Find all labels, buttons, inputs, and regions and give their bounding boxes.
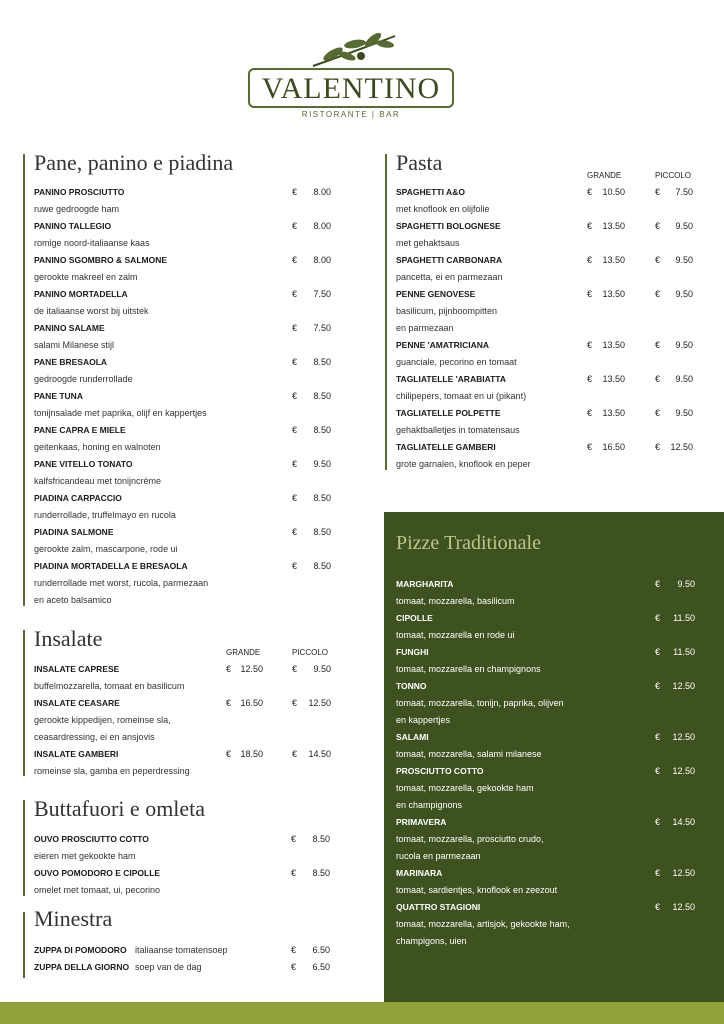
pasta-grande-currency: € (587, 221, 593, 231)
pane-item-price: 8.00 (313, 187, 331, 197)
pane-item-name: PANINO MORTADELLA (34, 289, 128, 299)
insalate-grande-currency: € (226, 664, 232, 674)
pasta-grande-currency: € (587, 289, 593, 299)
pasta-item-name: SPAGHETTI A&O (396, 187, 465, 197)
minestra-item-price: 6.50 (312, 945, 330, 955)
pizze-item-price: 12.50 (672, 902, 695, 912)
insalate-piccolo-price: 14.50 (308, 749, 331, 759)
pane-item-price: 9.50 (313, 459, 331, 469)
minestra-section-bar (23, 912, 25, 978)
pasta-piccolo-currency: € (655, 374, 661, 384)
pasta-piccolo-currency: € (655, 187, 661, 197)
insalate-section-bar (23, 630, 25, 776)
pizze-item-desc2: rucola en parmezaan (396, 851, 481, 861)
pasta-piccolo-currency: € (655, 289, 661, 299)
pane-item-price: 8.50 (313, 527, 331, 537)
minestra-item-desc: soep van de dag (135, 962, 202, 972)
pasta-item-desc: met gehaktsaus (396, 238, 460, 248)
insalate-piccolo-currency: € (292, 664, 298, 674)
insalate-piccolo-price: 9.50 (313, 664, 331, 674)
insalate-grande-currency: € (226, 749, 232, 759)
insalate-piccolo-price: 12.50 (308, 698, 331, 708)
pane-item-desc: kalfsfricandeau met tonijncrème (34, 476, 162, 486)
pane-item-desc: ruwe gedroogde ham (34, 204, 120, 214)
pasta-item-desc: basilicum, pijnboompitten (396, 306, 498, 316)
pane-item-currency: € (292, 289, 298, 299)
pasta-grande-currency: € (587, 187, 593, 197)
pane-item-desc: geitenkaas, honing en walnoten (34, 442, 161, 452)
pasta-grande-currency: € (587, 408, 593, 418)
pasta-piccolo-price: 7.50 (675, 187, 693, 197)
minestra-item-desc: italiaanse tomatensoep (135, 945, 228, 955)
pasta-piccolo-price: 12.50 (670, 442, 693, 452)
pizze-item-currency: € (655, 732, 661, 742)
pane-item-name: PANE CAPRA E MIELE (34, 425, 126, 435)
pane-item-desc: de italiaanse worst bij uitstek (34, 306, 149, 316)
pizze-item-currency: € (655, 613, 661, 623)
pane-item-desc: runderrollade met worst, rucola, parmezaan (34, 578, 209, 588)
pasta-item-desc: gehaktballetjes in tomatensaus (396, 425, 520, 435)
minestra-item-name: ZUPPA DI POMODORO (34, 945, 127, 955)
pane-item-name: PANINO PROSCIUTTO (34, 187, 125, 197)
pane-item-price: 8.50 (313, 357, 331, 367)
buttafuori-item-price: 8.50 (312, 834, 330, 844)
pane-item-name: PANINO TALLEGIO (34, 221, 112, 231)
pizze-item-currency: € (655, 902, 661, 912)
pasta-piccolo-currency: € (655, 221, 661, 231)
pane-item-currency: € (292, 323, 298, 333)
pane-item-desc2: en aceto balsamico (34, 595, 112, 605)
pizze-item-currency: € (655, 579, 661, 589)
pizze-item-desc2: champigons, uien (396, 936, 467, 946)
pizze-item-price: 14.50 (672, 817, 695, 827)
buttafuori-item-currency: € (291, 834, 297, 844)
pizze-item-price: 12.50 (672, 766, 695, 776)
pasta-col-grande: GRANDE (587, 171, 622, 180)
insalate-item-name: INSALATE CEASARE (34, 698, 120, 708)
pane-item-currency: € (292, 357, 298, 367)
pasta-piccolo-currency: € (655, 255, 661, 265)
minestra-item-name: ZUPPA DELLA GIORNO (34, 962, 130, 972)
logo-name: VALENTINO (261, 72, 441, 105)
pizze-item-currency: € (655, 647, 661, 657)
buttafuori-item-price: 8.50 (312, 868, 330, 878)
bottom-accent-bar (0, 1002, 724, 1024)
pizze-section-title: Pizze Traditionale (396, 532, 541, 554)
pasta-section-title: Pasta (396, 150, 443, 175)
pizze-item-price: 12.50 (672, 868, 695, 878)
pasta-grande-price: 13.50 (602, 340, 625, 350)
pane-item-currency: € (292, 493, 298, 503)
pasta-item-name: TAGLIATELLE POLPETTE (396, 408, 501, 418)
buttafuori-item-desc: omelet met tomaat, ui, pecorino (34, 885, 161, 895)
restaurant-logo (248, 30, 454, 124)
pane-item-price: 8.50 (313, 561, 331, 571)
pasta-grande-price: 13.50 (602, 255, 625, 265)
pane-item-currency: € (292, 425, 298, 435)
pane-item-currency: € (292, 187, 298, 197)
pane-item-name: PIADINA SALMONE (34, 527, 114, 537)
pane-item-price: 7.50 (313, 323, 331, 333)
pasta-item-name: SPAGHETTI BOLOGNESE (396, 221, 501, 231)
pasta-section-bar (385, 154, 387, 470)
pane-item-price: 8.50 (313, 391, 331, 401)
pane-item-desc: runderrollade, truffelmayo en rucola (34, 510, 176, 520)
insalate-item-desc: romeinse sla, gamba en peperdressing (34, 766, 190, 776)
pasta-item-name: TAGLIATELLE GAMBERI (396, 442, 496, 452)
pizze-item-desc: tomaat, sardientjes, knoflook en zeezout (396, 885, 558, 895)
pane-item-desc: tonijnsalade met paprika, olijf en kappertjes (34, 408, 207, 418)
pizze-item-name: PROSCIUTTO COTTO (396, 766, 484, 776)
pane-item-name: PANE VITELLO TONATO (34, 459, 133, 469)
pane-item-price: 8.00 (313, 255, 331, 265)
insalate-grande-price: 12.50 (240, 664, 263, 674)
insalate-grande-price: 16.50 (240, 698, 263, 708)
pasta-piccolo-price: 9.50 (675, 289, 693, 299)
pane-item-currency: € (292, 459, 298, 469)
pizze-item-name: MARINARA (396, 868, 443, 878)
pane-section-bar (23, 154, 25, 606)
pasta-item-desc2: en parmezaan (396, 323, 454, 333)
pasta-grande-currency: € (587, 340, 593, 350)
pizze-item-price: 12.50 (672, 681, 695, 691)
pane-item-desc: gerookte makreel en zalm (34, 272, 138, 282)
insalate-piccolo-currency: € (292, 749, 298, 759)
pane-item-name: PANINO SGOMBRO & SALMONE (34, 255, 168, 265)
pane-item-currency: € (292, 391, 298, 401)
pane-item-price: 8.00 (313, 221, 331, 231)
pasta-piccolo-price: 9.50 (675, 408, 693, 418)
insalate-grande-currency: € (226, 698, 232, 708)
pane-item-name: PANE TUNA (34, 391, 83, 401)
pasta-grande-price: 16.50 (602, 442, 625, 452)
pane-item-price: 8.50 (313, 425, 331, 435)
insalate-item-desc: gerookte kippedijen, romeinse sla, (34, 715, 171, 725)
pizze-item-desc: tomaat, mozzarella, salami milanese (396, 749, 542, 759)
pasta-piccolo-price: 9.50 (675, 340, 693, 350)
pasta-item-name: TAGLIATELLE 'ARABIATTA (396, 374, 506, 384)
pasta-piccolo-price: 9.50 (675, 374, 693, 384)
pizze-item-desc: tomaat, mozzarella en champignons (396, 664, 541, 674)
insalate-col-grande: GRANDE (226, 648, 261, 657)
pasta-item-name: SPAGHETTI CARBONARA (396, 255, 503, 265)
insalate-item-desc: buffelmozzarella, tomaat en basilicum (34, 681, 185, 691)
insalate-item-name: INSALATE CAPRESE (34, 664, 120, 674)
minestra-item-currency: € (291, 962, 297, 972)
pizze-item-name: SALAMI (396, 732, 429, 742)
minestra-section-title: Minestra (34, 906, 113, 931)
pasta-item-desc: chilipepers, tomaat en ui (pikant) (396, 391, 527, 401)
pizze-item-price: 11.50 (673, 647, 695, 657)
olive-branch-icon (303, 30, 403, 70)
pane-item-desc: romige noord-italiaanse kaas (34, 238, 150, 248)
pasta-grande-price: 13.50 (602, 374, 625, 384)
pizze-item-price: 12.50 (672, 732, 695, 742)
pasta-grande-price: 13.50 (602, 408, 625, 418)
pasta-col-piccolo: PICCOLO (655, 171, 692, 180)
pasta-grande-currency: € (587, 374, 593, 384)
pizze-item-desc2: en champignons (396, 800, 463, 810)
insalate-item-desc2: ceasardressing, ei en ansjovis (34, 732, 155, 742)
pasta-piccolo-currency: € (655, 442, 661, 452)
pane-item-currency: € (292, 527, 298, 537)
pizze-item-name: FUNGHI (396, 647, 429, 657)
insalate-item-name: INSALATE GAMBERI (34, 749, 119, 759)
pane-item-currency: € (292, 255, 298, 265)
buttafuori-item-name: OUVO PROSCIUTTO COTTO (34, 834, 149, 844)
pizze-item-desc: tomaat, mozzarella, basilicum (396, 596, 515, 606)
pizze-item-currency: € (655, 681, 661, 691)
pizze-item-price: 9.50 (677, 579, 695, 589)
pizze-item-name: MARGHARITA (396, 579, 454, 589)
pane-item-name: PIADINA CARPACCIO (34, 493, 122, 503)
pasta-grande-currency: € (587, 255, 593, 265)
pizze-item-price: 11.50 (673, 613, 695, 623)
pane-item-name: PANE BRESAOLA (34, 357, 108, 367)
pane-item-price: 7.50 (313, 289, 331, 299)
pasta-item-desc: pancetta, ei en parmezaan (396, 272, 503, 282)
pane-item-desc: salami Milanese stijl (34, 340, 115, 350)
pasta-grande-price: 13.50 (602, 221, 625, 231)
pane-item-price: 8.50 (313, 493, 331, 503)
insalate-grande-price: 18.50 (240, 749, 263, 759)
pizze-panel (384, 512, 724, 1002)
minestra-item-price: 6.50 (312, 962, 330, 972)
pizze-item-currency: € (655, 868, 661, 878)
insalate-section-title: Insalate (34, 626, 103, 651)
pasta-grande-currency: € (587, 442, 593, 452)
buttafuori-item-desc: eieren met gekookte ham (34, 851, 136, 861)
pasta-piccolo-price: 9.50 (675, 221, 693, 231)
pane-item-currency: € (292, 221, 298, 231)
pizze-item-name: QUATTRO STAGIONI (396, 902, 481, 912)
buttafuori-item-currency: € (291, 868, 297, 878)
pane-item-desc: gerookte zalm, mascarpone, rode ui (34, 544, 178, 554)
pizze-item-name: CIPOLLE (396, 613, 433, 623)
pizze-item-currency: € (655, 817, 661, 827)
pasta-piccolo-price: 9.50 (675, 255, 693, 265)
pizze-item-desc: tomaat, mozzarella, prosciutto crudo, (396, 834, 544, 844)
pizze-item-desc: tomaat, mozzarella, artisjok, gekookte ham, (396, 919, 570, 929)
pizze-item-desc: tomaat, mozzarella, tonijn, paprika, olijven (396, 698, 564, 708)
buttafuori-item-name: OUVO POMODORO E CIPOLLE (34, 868, 161, 878)
buttafuori-section-bar (23, 800, 25, 896)
pasta-grande-price: 10.50 (602, 187, 625, 197)
pasta-piccolo-currency: € (655, 340, 661, 350)
pizze-item-currency: € (655, 766, 661, 776)
pane-item-desc: gedroogde runderrollade (34, 374, 133, 384)
pane-section-title: Pane, panino e piadina (34, 150, 234, 175)
pizze-item-name: TONNO (396, 681, 427, 691)
pizze-item-desc2: en kappertjes (396, 715, 451, 725)
pasta-piccolo-currency: € (655, 408, 661, 418)
pasta-item-desc: met knoflook en olijfolie (396, 204, 490, 214)
pasta-item-desc: grote garnalen, knoflook en peper (396, 459, 531, 469)
pizze-item-desc: tomaat, mozzarella en rode ui (396, 630, 515, 640)
logo-subtitle: RISTORANTE | BAR (301, 110, 401, 119)
pizze-item-name: PRIMAVERA (396, 817, 447, 827)
pizze-item-desc: tomaat, mozzarella, gekookte ham (396, 783, 534, 793)
pane-item-name: PIADINA MORTADELLA E BRESAOLA (34, 561, 188, 571)
pasta-item-name: PENNE 'AMATRICIANA (396, 340, 490, 350)
pasta-grande-price: 13.50 (602, 289, 625, 299)
pasta-item-name: PENNE GENOVESE (396, 289, 476, 299)
minestra-item-currency: € (291, 945, 297, 955)
insalate-col-piccolo: PICCOLO (292, 648, 329, 657)
pane-item-name: PANINO SALAME (34, 323, 105, 333)
insalate-piccolo-currency: € (292, 698, 298, 708)
buttafuori-section-title: Buttafuori e omleta (34, 796, 206, 821)
pane-item-currency: € (292, 561, 298, 571)
pasta-item-desc: guanciale, pecorino en tomaat (396, 357, 517, 367)
